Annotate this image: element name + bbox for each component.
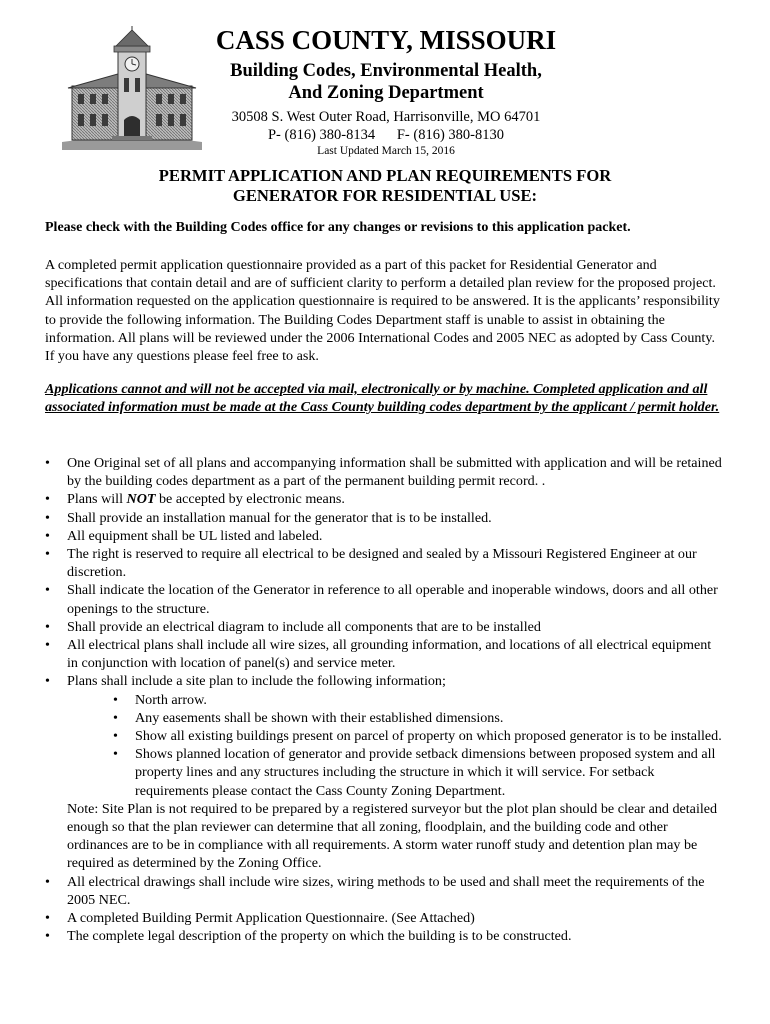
list-item: [45, 527, 725, 545]
list-item: [45, 672, 725, 799]
sub-list-item: [113, 745, 725, 800]
list-item-text: Shall provide an installation manual for the generator that is to be installed.: [67, 509, 492, 526]
courthouse-logo-icon: [58, 26, 206, 154]
letterhead: [200, 24, 572, 159]
list-item: [45, 581, 725, 617]
sub-list-item-text: Any easements shall be shown with their established dimensions.: [135, 709, 504, 726]
bullet: •: [45, 491, 50, 508]
bullet: •: [45, 910, 50, 927]
submission-warning: Applications cannot and will not be accepted via mail, electronically or by machine. Completed application and all associated information must be made at the Cass County building codes department by the applicant / permit holder.: [45, 381, 720, 416]
intro-paragraph: A completed permit application questionnaire provided as a part of this packet for Residential Generator and specifications that contain detail and are of sufficient clarity to perform a detailed plan review for the proposed project. All information requested on the application questionnaire is required to be answered. It is the applicants’ responsibility to provide the following information. The Building Codes Department staff is unable to assist in obtaining the information. All plans will be reviewed under the 2006 International Codes and 2005 NEC as adopted by Cass County. If you have any questions please feel free to ask.: [45, 257, 720, 365]
bullet: •: [113, 728, 118, 745]
bullet: •: [45, 928, 50, 945]
list-item: [45, 909, 725, 927]
note-text: Note: Site Plan is not required to be prepared by a registered surveyor but the plot plan should be clear and detailed enough so that the plan reviewer can determine that all zoning, floodplain, and the building code and other ordinances are to be in compliance with all requirements. A storm water runoff study and detention plan may be required as determined by the Zoning Office.: [67, 800, 718, 872]
last-updated: Last Updated March 15, 2016: [317, 145, 455, 157]
revision-notice: Please check with the Building Codes office for any changes or revisions to this application packet.: [45, 220, 631, 235]
sub-list-item: [113, 727, 725, 745]
bullet: •: [113, 691, 118, 708]
document-title: [40, 166, 730, 206]
bullet: •: [45, 509, 50, 526]
site-plan-sublist: [67, 691, 725, 800]
department-line-1: Building Codes, Environmental Health,: [230, 61, 542, 81]
list-item: [45, 927, 725, 945]
bullet: •: [113, 709, 118, 726]
list-item-text: Shall indicate the location of the Generator in reference to all operable and inoperable windows, doors and all other openings to the structure.: [67, 582, 718, 617]
sub-list-item-text: Show all existing buildings present on parcel of property on which proposed generator is to be installed.: [135, 728, 722, 745]
list-item-text: The right is reserved to require all electrical to be designed and sealed by a Missouri Registered Engineer at our discretion.: [67, 546, 697, 581]
department-line-2: And Zoning Department: [288, 83, 484, 103]
list-item-text: Shall provide an electrical diagram to include all components that are to be installed: [67, 618, 541, 635]
emphasis-not: NOT: [126, 491, 156, 508]
bullet: •: [45, 637, 50, 654]
sub-list-item-text: North arrow.: [135, 691, 207, 708]
list-item-text-pre: Plans will: [67, 491, 127, 508]
bullet: •: [45, 673, 50, 690]
list-item-text: Plans shall include a site plan to include the following information;: [67, 673, 446, 690]
bullet: •: [45, 618, 50, 635]
requirements-list: [45, 454, 725, 945]
bullet: •: [45, 546, 50, 563]
document-title-line-1: PERMIT APPLICATION AND PLAN REQUIREMENTS FOR: [158, 166, 612, 185]
list-item: [45, 618, 725, 636]
sub-list-item: [113, 709, 725, 727]
list-item-text: A completed Building Permit Application Questionnaire. (See Attached): [67, 910, 475, 927]
bullet: •: [45, 582, 50, 599]
list-item-text: The complete legal description of the property on which the building is to be constructed.: [67, 928, 572, 945]
site-plan-note: [45, 800, 725, 873]
document-title-line-2: GENERATOR FOR RESIDENTIAL USE:: [232, 186, 538, 205]
list-item: [45, 454, 725, 490]
bullet: •: [45, 455, 50, 471]
bullet: •: [45, 527, 50, 544]
list-item: [45, 509, 725, 527]
list-item-text: One Original set of all plans and accompanying information shall be submitted with application and will be retained by the building codes department as a part of the permanent building permit record. .: [67, 455, 722, 490]
list-item-text-post: be accepted by electronic means.: [155, 491, 345, 508]
sub-list-item-text: Shows planned location of generator and provide setback dimensions between proposed system and all property lines and any structures including the structure in which it will service. For setback requirements please contact the Cass County Zoning Department.: [135, 746, 716, 799]
list-item-text: All electrical drawings shall include wire sizes, wiring methods to be used and shall meet the requirements of the 2005 NEC.: [67, 873, 705, 908]
phone-fax: P- (816) 380-8134 F- (816) 380-8130: [267, 127, 504, 143]
county-title: CASS COUNTY, MISSOURI: [215, 25, 557, 55]
address: 30508 S. West Outer Road, Harrisonville, MO 64701: [231, 109, 541, 125]
list-item: [45, 873, 725, 909]
list-item: [45, 545, 725, 581]
list-item: [45, 636, 725, 672]
list-item-text: All electrical plans shall include all wire sizes, all grounding information, and locations of all electrical equipment in conjunction with location of panel(s) and service meter.: [67, 637, 712, 672]
list-item: [45, 490, 725, 508]
list-item-text: All equipment shall be UL listed and labeled.: [67, 527, 323, 544]
department-name: [200, 60, 572, 104]
bullet: •: [113, 746, 118, 763]
bullet: •: [45, 873, 50, 890]
sub-list-item: [113, 691, 725, 709]
